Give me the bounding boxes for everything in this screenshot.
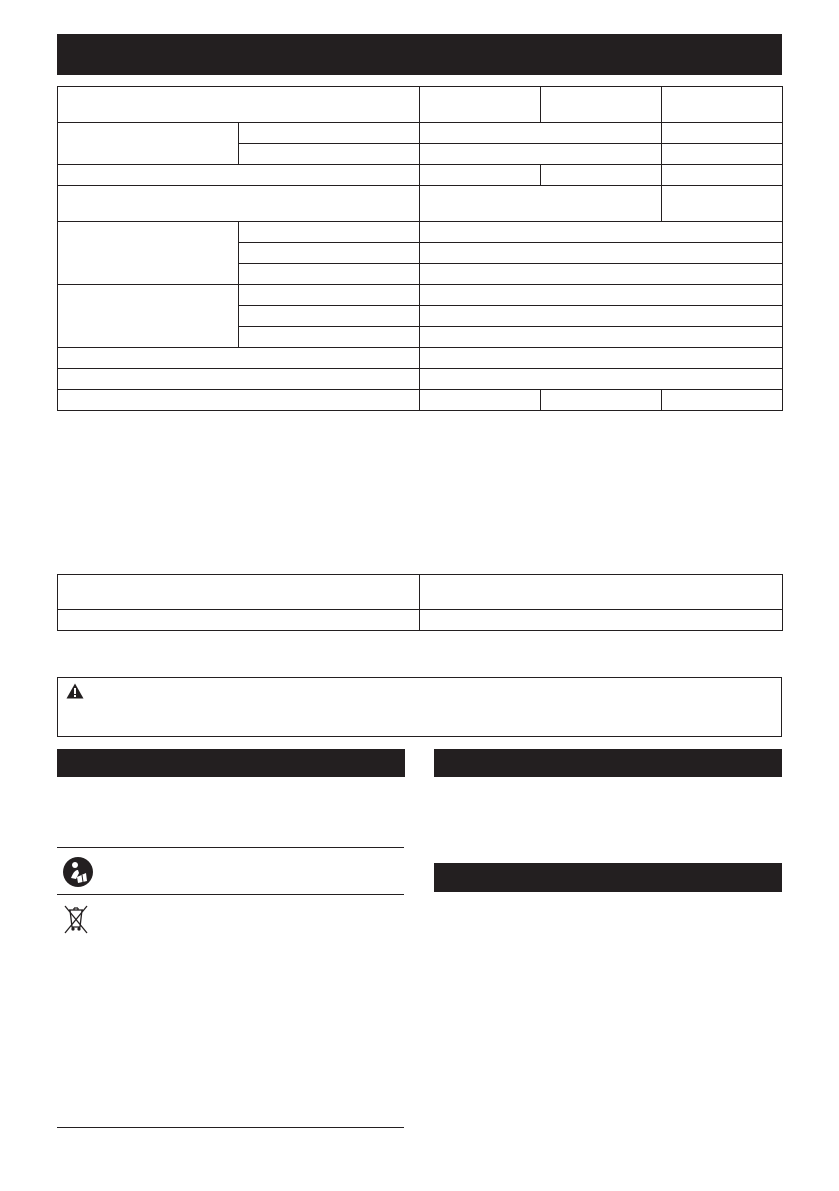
table-cell	[58, 165, 420, 186]
right-column-heading-bar	[434, 749, 782, 777]
battery-table	[57, 574, 783, 631]
crossed-out-wheelie-bin-icon	[62, 903, 90, 935]
right-column-heading-bar	[434, 863, 782, 892]
table-cell	[420, 243, 783, 264]
table-cell	[239, 264, 420, 285]
header-bar	[57, 34, 782, 75]
table-cell	[420, 575, 783, 610]
table-cell	[239, 144, 420, 165]
table-cell	[541, 87, 662, 123]
table-cell	[420, 306, 783, 327]
table-row	[58, 186, 783, 222]
table-cell	[239, 243, 420, 264]
left-column-heading-bar	[57, 749, 405, 777]
table-cell	[662, 87, 783, 123]
table-cell	[662, 390, 783, 411]
divider	[57, 847, 404, 848]
warning-box	[57, 677, 782, 737]
table-cell	[420, 87, 541, 123]
table-cell	[420, 610, 783, 631]
table-cell	[420, 369, 783, 390]
table-cell	[58, 348, 420, 369]
table-cell	[58, 222, 239, 285]
table-row	[58, 348, 783, 369]
read-manual-icon	[63, 857, 93, 887]
divider	[57, 894, 404, 895]
table-cell	[58, 610, 420, 631]
table-row	[58, 222, 783, 243]
warning-triangle-icon	[66, 683, 84, 699]
table-cell	[662, 186, 783, 222]
table-row	[58, 165, 783, 186]
table-cell	[58, 575, 420, 610]
table-cell	[420, 327, 783, 348]
table-cell	[541, 390, 662, 411]
table-row	[58, 369, 783, 390]
table-cell	[239, 222, 420, 243]
table-cell	[420, 390, 541, 411]
table-cell	[239, 285, 420, 306]
table-row	[58, 285, 783, 306]
table-cell	[58, 390, 420, 411]
table-row	[58, 575, 783, 610]
table-cell	[58, 186, 420, 222]
table-cell	[58, 369, 420, 390]
table-row	[58, 87, 783, 123]
table-cell	[58, 285, 239, 348]
table-row	[58, 123, 783, 144]
table-cell	[420, 348, 783, 369]
table-cell	[420, 186, 662, 222]
table-cell	[420, 264, 783, 285]
table-cell	[420, 285, 783, 306]
table-cell	[239, 327, 420, 348]
table-cell	[541, 165, 662, 186]
table-cell	[420, 123, 662, 144]
table-row	[58, 610, 783, 631]
table-cell	[420, 165, 541, 186]
table-cell	[58, 87, 420, 123]
specifications-table	[57, 86, 783, 411]
table-cell	[420, 144, 662, 165]
table-cell	[662, 123, 783, 144]
table-cell	[58, 123, 239, 165]
table-cell	[662, 165, 783, 186]
divider	[57, 1127, 404, 1128]
table-row	[58, 390, 783, 411]
table-cell	[239, 306, 420, 327]
table-cell	[662, 144, 783, 165]
table-cell	[420, 222, 783, 243]
table-cell	[239, 123, 420, 144]
